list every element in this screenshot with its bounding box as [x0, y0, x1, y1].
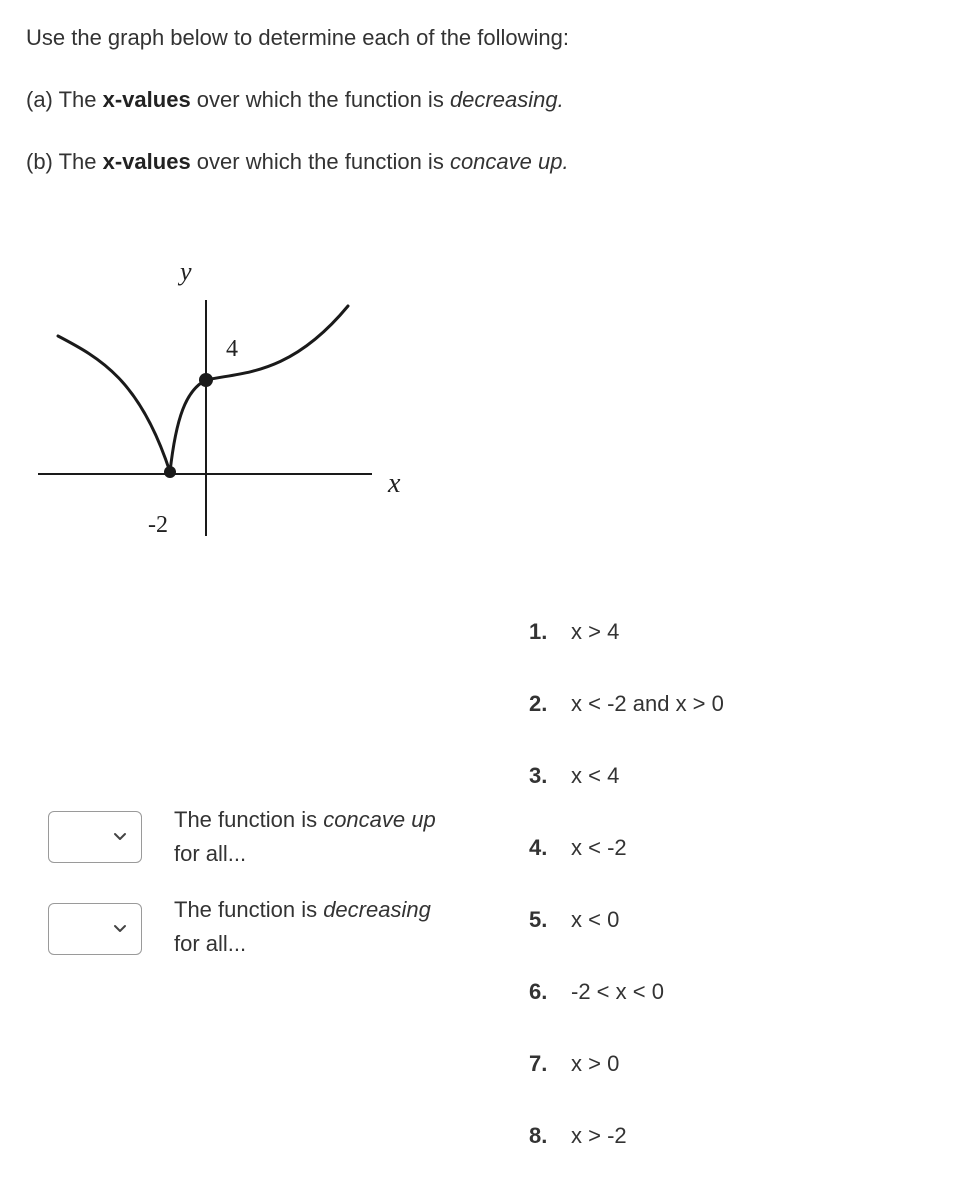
decreasing-prompt-prefix: The function is — [174, 897, 324, 922]
choice-number: 6. — [529, 979, 548, 1004]
choice-text: x < -2 and x > 0 — [571, 691, 724, 716]
concave-up-prompt-term: concave up — [323, 807, 436, 832]
choice-item — [529, 830, 724, 902]
concave-up-prompt-suffix: for all... — [174, 841, 247, 866]
choice-text: x < 4 — [571, 763, 620, 788]
choice-number: 4. — [529, 835, 548, 860]
choice-text: x < -2 — [571, 835, 627, 860]
decreasing-prompt — [174, 893, 494, 961]
point-label-neg2: -2 — [148, 512, 168, 538]
part-b-bold: x-values — [102, 149, 191, 174]
answer-choices-list — [529, 614, 724, 1190]
part-b-middle: over which the function is — [190, 149, 450, 174]
choice-number: 1. — [529, 619, 548, 644]
part-a-italic: decreasing. — [449, 87, 564, 112]
concave-up-prompt-prefix: The function is — [174, 807, 324, 832]
part-a-middle: over which the function is — [190, 87, 450, 112]
decreasing-prompt-term: decreasing — [323, 897, 431, 922]
inflection-point — [199, 373, 213, 387]
chevron-down-icon — [111, 828, 129, 846]
choice-item — [529, 686, 724, 758]
choice-text: x > 4 — [571, 619, 620, 644]
decreasing-answer-select[interactable] — [48, 903, 142, 955]
choice-item — [529, 1046, 724, 1118]
question-intro: Use the graph below to determine each of the following: — [26, 25, 569, 50]
choice-item — [529, 974, 724, 1046]
choice-number: 2. — [529, 691, 548, 716]
point-label-4: 4 — [226, 336, 238, 362]
minimum-point — [164, 466, 176, 478]
choice-item — [529, 902, 724, 974]
choice-text: x > -2 — [571, 1123, 627, 1148]
choice-item — [529, 614, 724, 686]
x-axis-label: x — [388, 468, 401, 499]
choice-number: 7. — [529, 1051, 548, 1076]
part-a-prefix: (a) The — [26, 87, 103, 112]
choice-item — [529, 1118, 724, 1190]
function-curve — [58, 306, 348, 472]
y-axis-label: y — [180, 257, 192, 286]
concave-up-answer-select[interactable] — [48, 811, 142, 863]
function-graph — [30, 250, 420, 550]
choice-number: 3. — [529, 763, 548, 788]
choice-text: x > 0 — [571, 1051, 620, 1076]
part-b-italic: concave up. — [449, 149, 569, 174]
question-part-a — [26, 86, 564, 114]
part-a-bold: x-values — [102, 87, 191, 112]
choice-number: 8. — [529, 1123, 548, 1148]
chevron-down-icon — [111, 920, 129, 938]
choice-item — [529, 758, 724, 830]
choice-text: x < 0 — [571, 907, 620, 932]
decreasing-prompt-suffix: for all... — [174, 931, 247, 956]
concave-up-prompt — [174, 803, 494, 871]
part-b-prefix: (b) The — [26, 149, 103, 174]
choice-number: 5. — [529, 907, 548, 932]
question-part-b — [26, 148, 569, 176]
choice-text: -2 < x < 0 — [571, 979, 664, 1004]
